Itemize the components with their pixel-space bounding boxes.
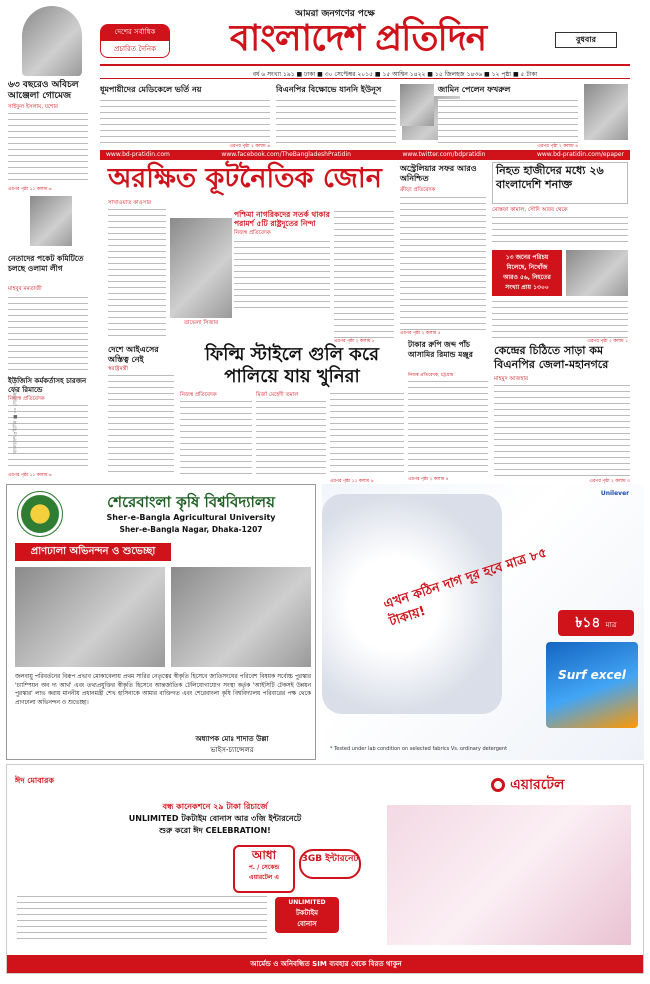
lead-headline[interactable]: অরক্ষিত কূটনৈতিক জোন: [108, 163, 382, 194]
lead-photo-caption: তাভেলা সিজার: [183, 320, 219, 326]
left-story2-photo: [30, 196, 72, 246]
top-story-3[interactable]: [438, 84, 578, 148]
left-story3-more[interactable]: এরপর পৃষ্ঠা ১১ কলাম ৬: [8, 473, 52, 478]
top-story-2-text: [276, 99, 396, 143]
hajj-text-b: [492, 300, 628, 338]
surf-footnote: * Tested under lab condition on selected fabrics Vs. ordinary detergent: [330, 746, 508, 752]
badge-top: দেশের সর্বাধিক: [100, 24, 170, 40]
top-story-3-headline[interactable]: জামিন পেলেন ফখরুল: [438, 84, 511, 94]
hajj-callout: [492, 250, 562, 296]
cricket-headline[interactable]: অস্ট্রেলিয়ার সফর আরও অনিশ্চিত: [400, 163, 477, 183]
airtel-offer1: [233, 845, 295, 893]
hajj-callout-l3: আরও ৫৬, নিহতের: [503, 274, 551, 281]
left-story3-byline: নিজস্ব প্রতিবেদক: [8, 396, 45, 402]
sub-headline2[interactable]: ফিল্মি স্টাইলে গুলি করে পালিয়ে যায় খুনিরা: [204, 344, 379, 387]
facebook-link[interactable]: www.facebook.com/TheBangladeshPratidin: [221, 151, 351, 158]
university-greeting: প্রাণঢালা অভিনন্দন ও শুভেচ্ছা: [15, 543, 171, 561]
airtel-headline1: বন্ধ কানেকশনে ২৯ টাকা রিচার্জে: [162, 802, 268, 811]
university-name-en: Sher-e-Bangla Agricultural University: [106, 513, 276, 522]
side-text: বাংলাদেশ প্রতিদিন ■ ৩০ সেপ্টেম্বর ২০১৫: [13, 377, 19, 454]
surf-price: ৳১৪: [575, 615, 601, 631]
dateline-rule: [100, 78, 630, 79]
twitter-link[interactable]: www.twitter.com/bdpratidin: [402, 151, 486, 158]
airtel-footer: আর্মেন্ড ও অনিবন্ধিত SIM ব্যবহার থেকে বিরত থাকুন: [7, 955, 644, 973]
lead-text-col1: [108, 208, 166, 340]
left-story3-text: [8, 404, 88, 470]
masthead-rule: [100, 64, 630, 66]
top-story-3-text: [438, 99, 578, 143]
hajj-headline[interactable]: নিহত হাজীদের মধ্যে ২৬ বাংলাদেশি শনাক্ত: [496, 164, 604, 191]
airtel-offer3-l2: টকটাইম: [295, 909, 319, 917]
surf-price-unit: মাত্র: [605, 621, 617, 629]
airtel-offer1-l2: প. / সেকেন্ড: [248, 864, 280, 871]
top-story-3-photo-a: [400, 84, 434, 126]
lead-byline: সাখাওয়াত কাওসার: [108, 200, 151, 206]
airtel-headline3: শুরু করো ঈদ CELEBRATION!: [159, 826, 271, 835]
surf-price-burst: [558, 610, 634, 636]
bnp-text: [494, 384, 630, 476]
lead-box-byline: নিজস্ব প্রতিবেদক: [234, 230, 271, 236]
airtel-brand-text: এয়ারটেল: [510, 777, 565, 793]
lead-box: [234, 210, 330, 340]
bnp-byline: মাহমুদ আজহার: [494, 376, 529, 382]
left-story3-title[interactable]: ইউজিসি কর্মকর্তাসহ চারজন ফের রিমান্ডে: [8, 376, 87, 394]
hajj-callout-l2: মিলেছে, নিখোঁজ: [506, 264, 548, 271]
left-story1-title[interactable]: ৬৩ বছরেও অবিচল আঞ্জেলা গোমেজ: [8, 80, 79, 101]
top-story-3-photo-b: [584, 84, 628, 140]
top-story-1[interactable]: [100, 84, 270, 148]
left-story1-byline: সাইফুল ইসলাম, যশোর: [8, 104, 58, 110]
bnp-more[interactable]: এরপর পৃষ্ঠা ২ কলাম ৩: [589, 479, 630, 484]
lead-text-col3: [334, 210, 394, 338]
top-story-2-headline[interactable]: বিএনপির বিক্ষোভে যাননি ইউনূস: [276, 84, 382, 94]
remand-more[interactable]: এরপর পৃষ্ঠা ২ কলাম ৪: [408, 477, 449, 482]
airtel-offer3: [275, 897, 339, 933]
airtel-eid: ঈদ মোবারক: [15, 776, 54, 785]
cricket-text: [400, 196, 486, 330]
cricket-byline: ক্রীড়া প্রতিবেদক: [400, 187, 436, 193]
left-story1-text: [8, 112, 88, 184]
surf-pack: [546, 642, 638, 728]
left-story1-more[interactable]: এরপর পৃষ্ঠা ১১ কলাম ৬: [8, 187, 52, 192]
sub-text: [108, 374, 174, 474]
lead-box-text: [234, 240, 330, 312]
top-story-3-more[interactable]: এরপর পৃষ্ঠা ২ কলাম ৪: [537, 144, 578, 149]
badge-bottom: প্রচারিত দৈনিক: [100, 40, 170, 58]
masthead-slogan: আমরা জনগণের পক্ষে: [295, 9, 375, 19]
masthead-badge: [100, 24, 170, 58]
masthead-dateline: বর্ষ ৬ সংখ্যা ১৯১ ■ ঢাকা ■ ৩০ সেপ্টেম্বর ২০১৫ ■ ১৫ আশ্বিন ১৪২২ ■ ১৫ জিলহজ ১৪৩৬ ■ ১২ পৃষ্ঠা ■ ৫ টাকা: [252, 71, 538, 78]
hajj-more[interactable]: এরপর পৃষ্ঠা ২ কলাম ১: [587, 339, 628, 344]
top-story-1-headline[interactable]: ধূমপায়ীদের মেডিকেলে ভর্তি নয়: [100, 84, 202, 94]
masthead-name[interactable]: বাংলাদেশ প্রতিদিন: [229, 17, 487, 59]
hajj-callout-l1: ১৩ জনের পরিচয়: [505, 254, 549, 261]
sub-byline: স্বরাষ্ট্রমন্ত্রী: [108, 366, 128, 372]
airtel-offer1-l1: আধা: [251, 848, 277, 862]
remand-text: [408, 380, 488, 474]
cricket-more[interactable]: এরপর পৃষ্ঠা ২ কলাম ৫: [400, 331, 441, 336]
university-body: জলবায়ু পরিবর্তনের বিরূপ প্রভাব মোকাবেলায় প্রথম সারির নেতৃত্বের স্বীকৃতি হিসেবে জাতিসংঘের পরিবেশ বিষয়ক সর্বোচ্চ পুরস্কার 'চ্যাম্পিয়ন অব দ্য আর্থ' এবং তথ্যপ্রযুক্তির স্বীকৃতি হিসেবে আন্তর্জাতিক টেলিযোগাযোগ সংস্থা কর্তৃক 'আইসিটি টেকসই উন্নয়ন পুরস্কার' লাভ করায় মাননীয় প্রধানমন্ত্রী শেখ হাসিনাকে আমার ব্যক্তিগত এবং শেরেবাংলা কৃষি বিশ্ববিদ্যালয় পরিবারের পক্ষ থেকে প্রাণঢালা অভিনন্দন ও শুভেচ্ছা।: [15, 674, 311, 706]
university-signature-title: ভাইস-চ্যান্সেলর: [210, 746, 254, 754]
airtel-offer3-l1: UNLIMITED: [288, 899, 326, 906]
university-name-bn: শেরেবাংলা কৃষি বিশ্ববিদ্যালয়: [107, 493, 275, 511]
sub-more[interactable]: এরপর পৃষ্ঠা ১১ কলাম ৬: [330, 479, 374, 484]
airtel-offer3-l3: বোনাস: [297, 920, 317, 928]
airtel-logo-icon: [491, 778, 505, 792]
hajj-photo: [566, 250, 628, 296]
left-story2-text: [8, 296, 88, 372]
sub2-text-c: [330, 392, 404, 476]
sub-byline2: নিজস্ব প্রতিবেদক: [180, 392, 217, 398]
sub2-text-b: [256, 400, 326, 476]
web-site-link[interactable]: www.bd-pratidin.com: [106, 151, 170, 158]
ad-surf: [322, 484, 644, 760]
ad-university: [6, 484, 316, 760]
airtel-headline2: UNLIMITED টকটাইম বোনাস আর ৩জি ইন্টারনেটে: [128, 814, 302, 823]
airtel-terms: [17, 895, 267, 941]
web-bar: [100, 150, 630, 160]
bnp-headline[interactable]: কেন্দ্রের চিঠিতে সাড়া কম বিএনপির জেলা-মহানগরে: [494, 344, 609, 371]
ad-airtel: [6, 764, 644, 974]
sub-byline3: মির্জা মেহেদী তমাল: [256, 392, 299, 398]
masthead-day: বুধবার: [555, 32, 617, 48]
left-story2-title[interactable]: নেতাদের পকেট কমিটিতে চলছে ওলামা লীগ: [8, 254, 84, 273]
hajj-byline: মোস্তফা কামাল, সৌদি আরব থেকে: [492, 207, 568, 213]
left-story2-byline: মাহবুব মমতাজী: [8, 286, 42, 292]
remand-headline[interactable]: টাকার রুপি জব্দ পাঁচ আসামির রিমান্ড মঞ্জুর: [408, 340, 473, 359]
sub2-text-a: [180, 400, 252, 476]
sub-headline[interactable]: দেশে আইএসের অস্তিত্ব নেই: [108, 344, 159, 364]
surf-maker: Unilever: [600, 490, 630, 497]
top-story-1-text: [100, 99, 270, 143]
university-address: Sher-e-Bangla Nagar, Dhaka-1207: [119, 525, 263, 534]
lead-more[interactable]: এরপর পৃষ্ঠা ২ কলাম ১: [334, 339, 375, 344]
top-story-1-more[interactable]: এরপর পৃষ্ঠা ২ কলাম ৬: [229, 144, 270, 149]
surf-banner: এখন কঠিন দাগ দূর হবে মাত্র ৮৫ টাকায়!: [381, 545, 549, 630]
left-top-photo: [22, 6, 82, 76]
university-signature-name: অধ্যাপক মোঃ শাদাত উল্লা: [195, 735, 269, 743]
lead-photo: [170, 218, 232, 318]
lead-box-title[interactable]: পশ্চিমা নাগরিকদের সতর্ক থাকার পরামর্শ ৫টি রাষ্ট্রদূতের নিন্দা: [234, 210, 330, 228]
hajj-text-a: [492, 216, 628, 246]
university-photo-1: [15, 567, 165, 667]
epaper-link[interactable]: www.bd-pratidin.com/epaper: [536, 151, 624, 158]
surf-brand: Surf excel: [558, 668, 626, 682]
airtel-offer1-l3: এয়ারটেল এ: [249, 874, 279, 881]
hajj-callout-l4: সংখ্যা প্রায় ১৩০০: [505, 284, 549, 291]
remand-byline: নিজস্ব প্রতিবেদক, চট্টগ্রাম: [408, 373, 454, 378]
university-logo: [17, 491, 63, 537]
university-photo-2: [171, 567, 311, 667]
airtel-brand: [491, 773, 631, 797]
airtel-model-photo: [387, 805, 631, 945]
airtel-offer2: 3GB ইন্টারনেট: [299, 849, 361, 879]
